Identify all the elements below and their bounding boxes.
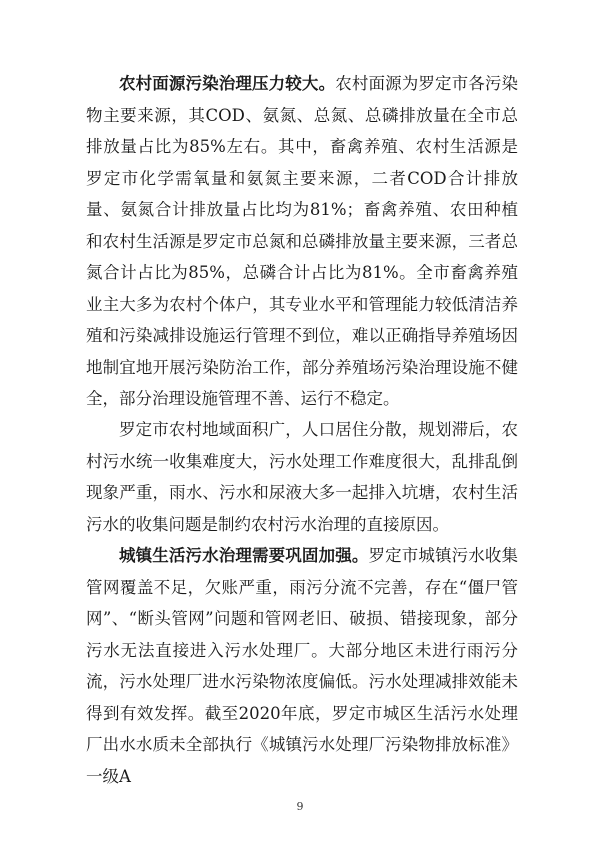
paragraph-rural-sewage	[86, 414, 518, 540]
paragraph-lead: 农村面源污染治理压力较大。	[119, 74, 336, 93]
paragraph-lead: 城镇生活污水治理需要巩固加强。	[119, 546, 369, 565]
page-number: 9	[296, 800, 304, 813]
paragraph-text: 农村面源为罗定市各污染物主要来源，其COD、氨氮、总氮、总磷排放量在全市总排放量占比为85%左右。其中，畜禽养殖、农村生活源是罗定市化学需氧量和氨氮主要来源，二者COD合计排放量、氨氮合计排放量占比均为81%；畜禽养殖、农田种植和农村生活源是罗定市总氮和总磷排放量主要来源，三者总氮合计占比为85%，总磷合计占比为81%。全市畜禽养殖业主大多为农村个体户，其专业水平和管理能力较低清洁养殖和污染减排设施运行管理不到位，难以正确指导养殖场因地制宜地开展污染防治工作，部分养殖场污染治理设施不健全，部分治理设施管理不善、运行不稳定。	[86, 74, 519, 408]
paragraph-rural-nonpoint-pollution	[86, 68, 518, 415]
paragraph-text: 罗定市农村地域面积广，人口居住分散，规划滞后，农村污水统一收集难度大，污水处理工作难度很大，乱排乱倒现象严重，雨水、污水和尿液大多一起排入坑塘，农村生活污水的收集问题是制约农村污水治理的直接原因。	[86, 420, 518, 534]
paragraph-text: 罗定市城镇污水收集管网覆盖不足，欠账严重，雨污分流不完善，存在“僵尸管网”、“断头管网”问题和管网老旧、破损、错接现象，部分污水无法直接进入污水处理厂。大部分地区未进行雨污分流，污水处理厂进水污染物浓度偏低。污水处理减排效能未得到有效发挥。截至2020年底，罗定市城区生活污水处理厂出水水质未全部执行《城镇污水处理厂污染物排放标准》一级A	[86, 546, 519, 786]
paragraph-urban-sewage	[86, 540, 518, 792]
